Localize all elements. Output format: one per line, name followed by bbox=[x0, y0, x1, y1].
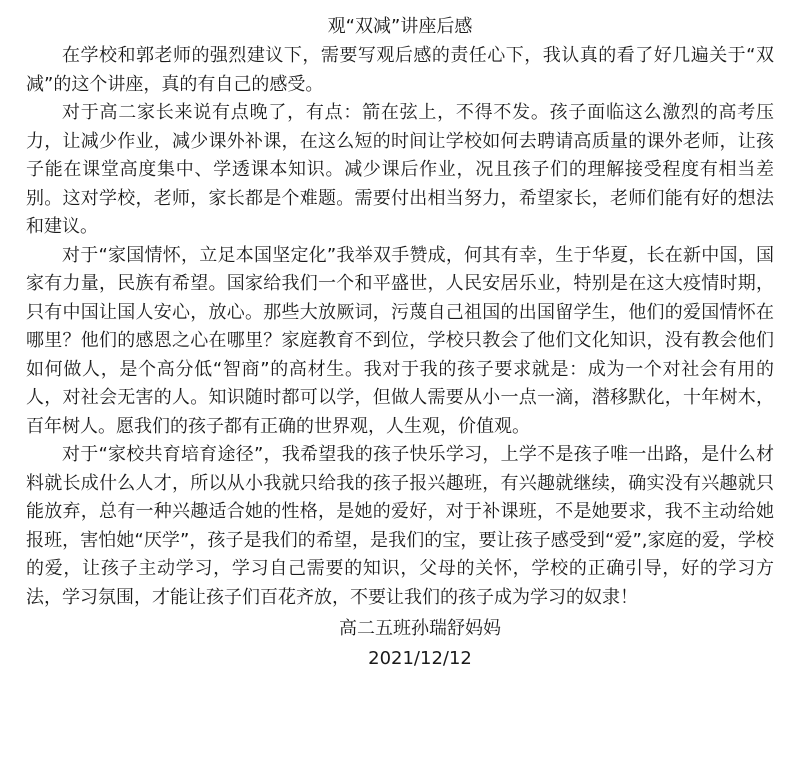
date: 2021/12/12 bbox=[368, 648, 472, 669]
paragraph-patriotism: 对于“家国情怀，立足本国坚定化”我举双手赞成，何其有幸，生于华夏，长在新中国，国家有力量，民族有希望。国家给我们一个和平盛世，人民安居乐业，特别是在这大疫情时期，只有中国让国人安心，放心。那些大放厥词，污蔑自己祖国的出国留学生，他们的爱国情怀在哪里？他们的感恩之心在哪里？家庭教育不到位，学校只教会了他们文化知识，没有教会他们如何做人，是个高分低“智商”的高材生。我对于我的孩子要求就是：成为一个对社会有用的人，对社会无害的人。知识随时都可以学，但做人需要从小一点一滴，潜移默化，十年树木，百年树人。愿我们的孩子都有正确的世界观，人生观，价值观。 bbox=[26, 244, 774, 437]
signature: 高二五班孙瑞舒妈妈 bbox=[339, 618, 501, 639]
paragraph-pressure: 对于高二家长来说有点晚了，有点：箭在弦上，不得不发。孩子面临这么激烈的高考压力，让减少作业，减少课外补课，在这么短的时间让学校如何去聘请高质量的课外老师，让孩子能在课堂高度集中、学透课本知识。减少课后作业，况且孩子们的理解接受程度有相当差别。这对学校，老师，家长都是个难题。需要付出相当努力，希望家长，老师们能有好的想法和建议。 bbox=[26, 102, 774, 237]
paragraph-co-education: 对于“家校共育培育途径”，我希望我的孩子快乐学习，上学不是孩子唯一出路，是什么材料就长成什么人才，所以从小我就只给我的孩子报兴趣班，有兴趣就继续，确实没有兴趣就只能放弃，总有一种兴趣适合她的性格，是她的爱好，对于补课班，不是她要求，我不主动给她报班，害怕她“厌学”，孩子是我们的希望，是我们的宝，要让孩子感受到“爱”,家庭的爱，学校的爱，让孩子主动学习，学习自己需要的知识，父母的关怀，学校的正确引导，好的学习方法，学习氛围，才能让孩子们百花齐放，不要让我们的孩子成为学习的奴隶！ bbox=[26, 444, 774, 608]
paragraph-intro: 在学校和郭老师的强烈建议下，需要写观后感的责任心下，我认真的看了好几遍关于“双减”的这个讲座，真的有自己的感受。 bbox=[26, 45, 774, 95]
document-title: 观“双减”讲座后感 bbox=[327, 16, 473, 37]
